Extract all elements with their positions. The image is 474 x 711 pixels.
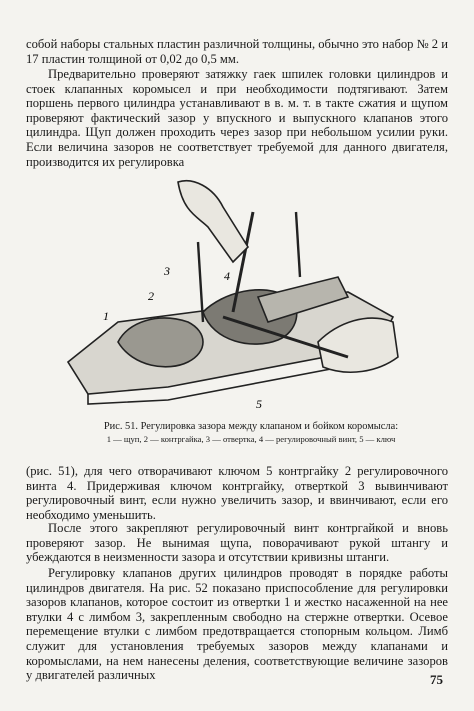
paragraph-5: Регулировку клапанов других цилиндров проводят в порядке работы цилиндров двигателя. На рис. 52 показано приспособление для регулировки зазоров клапанов, которое состоит из отвертки 1 и жестко насаженной на нее втулки 4 с лимбом 3, закрепленным свободно на стержне отвертки. Осевое перемещение втулки с лимбом предотвращается стопорным кольцом. Лимб служит для установления требуемых зазоров между клапанами и коромыслами, на нем нанесены деления, соответствующие величине зазоров у двигателей различных (26, 566, 448, 683)
caption-legend: 1 — щуп, 2 — контргайка, 3 — отвертка, 4 — регулировочный винт, 5 — ключ (106, 434, 396, 444)
figure-label-5: 5 (256, 397, 262, 411)
paragraph-4: После этого закрепляют регулировочный винт контргайкой и вновь проверяют зазор. Не вынимая щупа, поворачивают рукой штангу и убеждаются в неизменности зазора и отсутствии кривизны штанги. (26, 521, 448, 565)
caption-title: Рис. 51. Регулировка зазора между клапаном и бойком коромысла: (103, 421, 399, 432)
figure-caption (56, 421, 446, 445)
paragraph-3: (рис. 51), для чего отворачивают ключом 5 контргайку 2 регулировочного винта 4. Придерживая ключом контргайку, отверткой 3 вывинчивают регулировочный винт, если нужно увеличить зазор, и ввинчивают, если его необходимо уменьшить. (26, 464, 448, 522)
figure-label-1: 1 (103, 309, 109, 323)
figure-label-2: 2 (148, 289, 154, 303)
paragraph-2: Предварительно проверяют затяжку гаек шпилек головки цилиндров и стоек клапанных коромысел и при необходимости подтягивают. Затем поршень первого цилиндра устанавливают в в. м. т. в такте сжатия и щупом проверяют фактический зазор у впускного и выпускного клапанов этого цилиндра. Щуп должен проходить через зазор при небольшом усилии руки. Если величина зазоров не соответствует требуемой для данного двигателя, производится их регулировка (26, 67, 448, 169)
engine-head-drawing (68, 181, 398, 404)
figure-label-3: 3 (164, 264, 170, 278)
page-number: 75 (430, 672, 443, 687)
figure-51-valve-adjustment-illustration (48, 172, 428, 422)
paragraph-1: собой наборы стальных пластин различной толщины, обычно это набор № 2 и 17 пластин толщиной от 0,02 до 0,5 мм. (26, 37, 448, 66)
figure-label-4: 4 (224, 269, 230, 283)
